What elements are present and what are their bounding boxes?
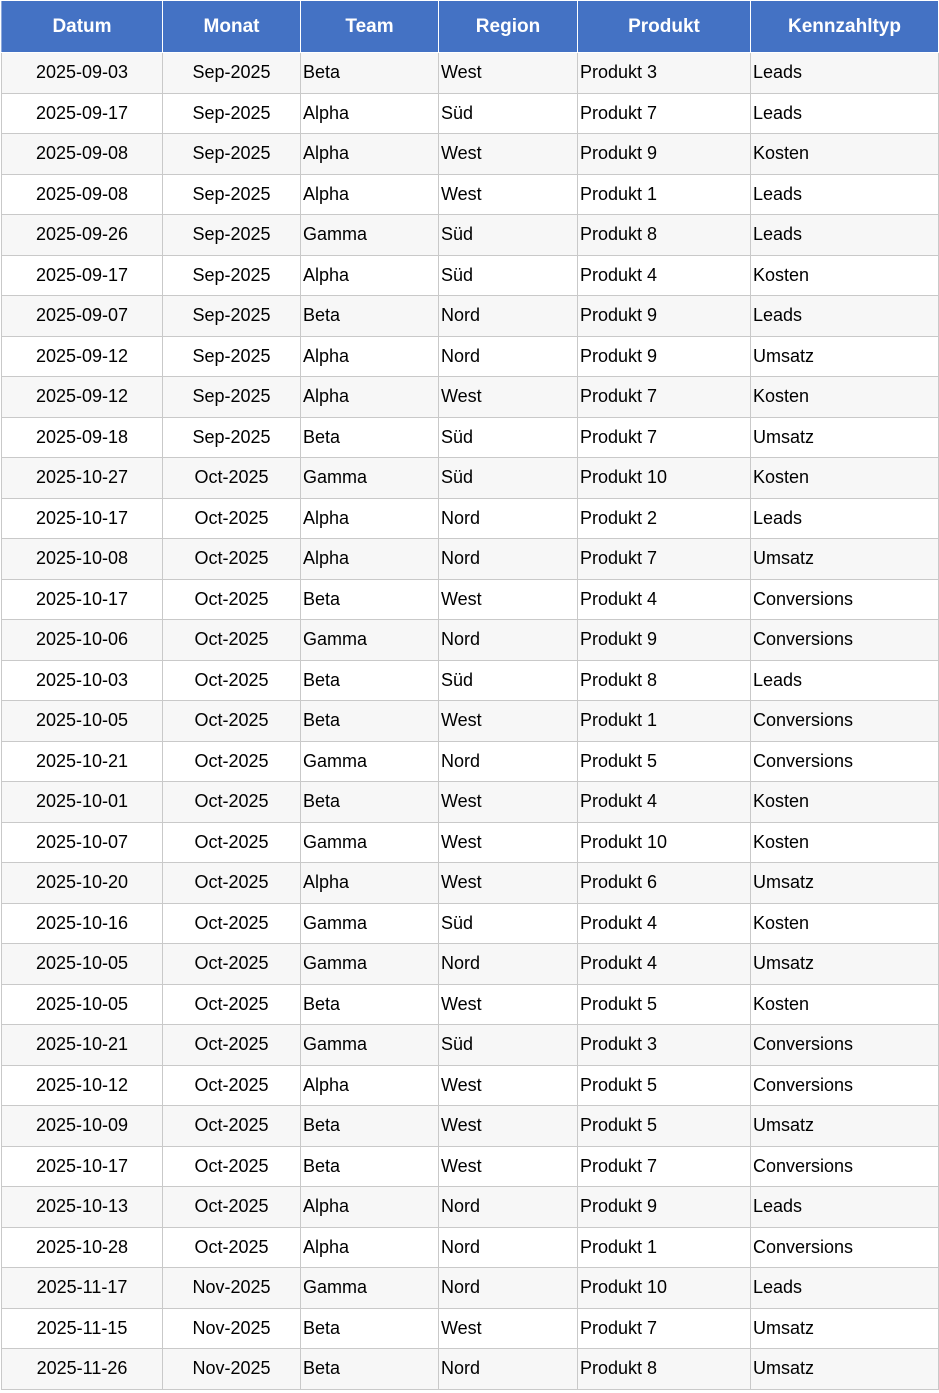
cell-datum[interactable]: 2025-09-08 bbox=[2, 134, 163, 175]
cell-team[interactable]: Beta bbox=[301, 417, 439, 458]
cell-kennzahltyp[interactable]: Conversions bbox=[751, 1227, 939, 1268]
table-row bbox=[2, 134, 939, 175]
cell-datum[interactable]: 2025-10-05 bbox=[2, 944, 163, 985]
cell-datum[interactable]: 2025-10-17 bbox=[2, 579, 163, 620]
cell-monat[interactable]: Sep-2025 bbox=[163, 255, 301, 296]
table-row bbox=[2, 498, 939, 539]
cell-region[interactable]: West bbox=[439, 174, 578, 215]
cell-produkt[interactable]: Produkt 1 bbox=[578, 174, 751, 215]
cell-team[interactable]: Alpha bbox=[301, 498, 439, 539]
table-row bbox=[2, 377, 939, 418]
cell-kennzahltyp[interactable]: Conversions bbox=[751, 701, 939, 742]
cell-region[interactable]: West bbox=[439, 579, 578, 620]
cell-kennzahltyp[interactable]: Kosten bbox=[751, 822, 939, 863]
cell-datum[interactable]: 2025-09-26 bbox=[2, 215, 163, 256]
cell-monat[interactable]: Sep-2025 bbox=[163, 93, 301, 134]
cell-produkt[interactable]: Produkt 4 bbox=[578, 782, 751, 823]
cell-kennzahltyp[interactable]: Conversions bbox=[751, 620, 939, 661]
cell-region[interactable]: West bbox=[439, 863, 578, 904]
header-team[interactable]: Team bbox=[301, 1, 439, 53]
cell-team[interactable]: Alpha bbox=[301, 1227, 439, 1268]
cell-datum[interactable]: 2025-10-08 bbox=[2, 539, 163, 580]
cell-produkt[interactable]: Produkt 6 bbox=[578, 863, 751, 904]
cell-monat[interactable]: Oct-2025 bbox=[163, 660, 301, 701]
cell-region[interactable]: Süd bbox=[439, 903, 578, 944]
cell-team[interactable]: Beta bbox=[301, 296, 439, 337]
cell-kennzahltyp[interactable]: Conversions bbox=[751, 741, 939, 782]
table-row bbox=[2, 539, 939, 580]
cell-team[interactable]: Alpha bbox=[301, 174, 439, 215]
table-row bbox=[2, 863, 939, 904]
cell-kennzahltyp[interactable]: Umsatz bbox=[751, 1349, 939, 1390]
cell-monat[interactable]: Oct-2025 bbox=[163, 822, 301, 863]
cell-kennzahltyp[interactable]: Leads bbox=[751, 53, 939, 94]
cell-monat[interactable]: Oct-2025 bbox=[163, 782, 301, 823]
table-row bbox=[2, 741, 939, 782]
header-produkt[interactable]: Produkt bbox=[578, 1, 751, 53]
cell-kennzahltyp[interactable]: Umsatz bbox=[751, 417, 939, 458]
header-row bbox=[2, 1, 939, 53]
cell-produkt[interactable]: Produkt 10 bbox=[578, 822, 751, 863]
cell-region[interactable]: Nord bbox=[439, 1268, 578, 1309]
cell-produkt[interactable]: Produkt 9 bbox=[578, 296, 751, 337]
table-row bbox=[2, 336, 939, 377]
table-row bbox=[2, 660, 939, 701]
cell-monat[interactable]: Oct-2025 bbox=[163, 579, 301, 620]
table-row bbox=[2, 296, 939, 337]
cell-datum[interactable]: 2025-10-03 bbox=[2, 660, 163, 701]
cell-datum[interactable]: 2025-09-17 bbox=[2, 93, 163, 134]
cell-kennzahltyp[interactable]: Leads bbox=[751, 93, 939, 134]
cell-datum[interactable]: 2025-10-06 bbox=[2, 620, 163, 661]
table-row bbox=[2, 701, 939, 742]
cell-datum[interactable]: 2025-10-09 bbox=[2, 1106, 163, 1147]
table-header bbox=[2, 1, 939, 53]
cell-kennzahltyp[interactable]: Umsatz bbox=[751, 539, 939, 580]
cell-team[interactable]: Gamma bbox=[301, 1268, 439, 1309]
cell-team[interactable]: Alpha bbox=[301, 377, 439, 418]
cell-region[interactable]: West bbox=[439, 822, 578, 863]
cell-region[interactable]: Süd bbox=[439, 1025, 578, 1066]
cell-kennzahltyp[interactable]: Leads bbox=[751, 215, 939, 256]
table-row bbox=[2, 620, 939, 661]
cell-region[interactable]: West bbox=[439, 134, 578, 175]
cell-datum[interactable]: 2025-11-17 bbox=[2, 1268, 163, 1309]
cell-monat[interactable]: Sep-2025 bbox=[163, 417, 301, 458]
cell-datum[interactable]: 2025-09-03 bbox=[2, 53, 163, 94]
cell-team[interactable]: Beta bbox=[301, 1308, 439, 1349]
table-row bbox=[2, 458, 939, 499]
table-row bbox=[2, 1187, 939, 1228]
cell-monat[interactable]: Sep-2025 bbox=[163, 215, 301, 256]
cell-team[interactable]: Beta bbox=[301, 579, 439, 620]
header-monat[interactable]: Monat bbox=[163, 1, 301, 53]
cell-monat[interactable]: Sep-2025 bbox=[163, 336, 301, 377]
cell-datum[interactable]: 2025-09-07 bbox=[2, 296, 163, 337]
cell-produkt[interactable]: Produkt 1 bbox=[578, 1227, 751, 1268]
cell-datum[interactable]: 2025-09-18 bbox=[2, 417, 163, 458]
cell-kennzahltyp[interactable]: Leads bbox=[751, 174, 939, 215]
cell-team[interactable]: Gamma bbox=[301, 1025, 439, 1066]
cell-team[interactable]: Alpha bbox=[301, 336, 439, 377]
table-row bbox=[2, 1025, 939, 1066]
table-row bbox=[2, 1268, 939, 1309]
data-table bbox=[1, 0, 939, 1390]
table-row bbox=[2, 1106, 939, 1147]
cell-region[interactable]: Nord bbox=[439, 620, 578, 661]
cell-team[interactable]: Beta bbox=[301, 53, 439, 94]
cell-produkt[interactable]: Produkt 7 bbox=[578, 377, 751, 418]
cell-kennzahltyp[interactable]: Umsatz bbox=[751, 944, 939, 985]
cell-region[interactable]: West bbox=[439, 1065, 578, 1106]
cell-team[interactable]: Gamma bbox=[301, 741, 439, 782]
cell-monat[interactable]: Oct-2025 bbox=[163, 701, 301, 742]
cell-produkt[interactable]: Produkt 10 bbox=[578, 1268, 751, 1309]
table-row bbox=[2, 984, 939, 1025]
cell-datum[interactable]: 2025-10-16 bbox=[2, 903, 163, 944]
cell-monat[interactable]: Oct-2025 bbox=[163, 1106, 301, 1147]
cell-kennzahltyp[interactable]: Umsatz bbox=[751, 1106, 939, 1147]
cell-datum[interactable]: 2025-10-27 bbox=[2, 458, 163, 499]
table-row bbox=[2, 782, 939, 823]
cell-produkt[interactable]: Produkt 4 bbox=[578, 903, 751, 944]
cell-produkt[interactable]: Produkt 1 bbox=[578, 701, 751, 742]
cell-monat[interactable]: Sep-2025 bbox=[163, 134, 301, 175]
cell-datum[interactable]: 2025-10-05 bbox=[2, 701, 163, 742]
cell-monat[interactable]: Sep-2025 bbox=[163, 377, 301, 418]
cell-team[interactable]: Beta bbox=[301, 984, 439, 1025]
cell-datum[interactable]: 2025-10-17 bbox=[2, 1146, 163, 1187]
cell-region[interactable]: Nord bbox=[439, 539, 578, 580]
cell-team[interactable]: Alpha bbox=[301, 863, 439, 904]
cell-region[interactable]: Süd bbox=[439, 417, 578, 458]
cell-team[interactable]: Alpha bbox=[301, 134, 439, 175]
cell-region[interactable]: West bbox=[439, 53, 578, 94]
cell-produkt[interactable]: Produkt 9 bbox=[578, 620, 751, 661]
header-kennzahltyp[interactable]: Kennzahltyp bbox=[751, 1, 939, 53]
cell-team[interactable]: Beta bbox=[301, 1146, 439, 1187]
cell-region[interactable]: Nord bbox=[439, 944, 578, 985]
cell-monat[interactable]: Oct-2025 bbox=[163, 1187, 301, 1228]
cell-kennzahltyp[interactable]: Kosten bbox=[751, 903, 939, 944]
cell-kennzahltyp[interactable]: Kosten bbox=[751, 782, 939, 823]
cell-region[interactable]: West bbox=[439, 1308, 578, 1349]
cell-team[interactable]: Alpha bbox=[301, 1187, 439, 1228]
table-body bbox=[2, 53, 939, 1390]
cell-team[interactable]: Alpha bbox=[301, 255, 439, 296]
cell-kennzahltyp[interactable]: Leads bbox=[751, 660, 939, 701]
cell-kennzahltyp[interactable]: Conversions bbox=[751, 1146, 939, 1187]
cell-monat[interactable]: Oct-2025 bbox=[163, 539, 301, 580]
cell-region[interactable]: West bbox=[439, 377, 578, 418]
cell-team[interactable]: Beta bbox=[301, 660, 439, 701]
table-row bbox=[2, 903, 939, 944]
cell-datum[interactable]: 2025-10-17 bbox=[2, 498, 163, 539]
cell-monat[interactable]: Nov-2025 bbox=[163, 1308, 301, 1349]
cell-region[interactable]: Nord bbox=[439, 1227, 578, 1268]
cell-produkt[interactable]: Produkt 8 bbox=[578, 215, 751, 256]
cell-team[interactable]: Beta bbox=[301, 782, 439, 823]
cell-produkt[interactable]: Produkt 7 bbox=[578, 539, 751, 580]
cell-team[interactable]: Alpha bbox=[301, 539, 439, 580]
table-row bbox=[2, 822, 939, 863]
cell-datum[interactable]: 2025-10-01 bbox=[2, 782, 163, 823]
cell-team[interactable]: Gamma bbox=[301, 458, 439, 499]
cell-datum[interactable]: 2025-09-17 bbox=[2, 255, 163, 296]
cell-kennzahltyp[interactable]: Conversions bbox=[751, 579, 939, 620]
cell-region[interactable]: Süd bbox=[439, 660, 578, 701]
header-region[interactable]: Region bbox=[439, 1, 578, 53]
cell-kennzahltyp[interactable]: Conversions bbox=[751, 1025, 939, 1066]
cell-region[interactable]: Nord bbox=[439, 741, 578, 782]
cell-produkt[interactable]: Produkt 3 bbox=[578, 1025, 751, 1066]
cell-monat[interactable]: Nov-2025 bbox=[163, 1349, 301, 1390]
cell-produkt[interactable]: Produkt 8 bbox=[578, 1349, 751, 1390]
cell-produkt[interactable]: Produkt 4 bbox=[578, 944, 751, 985]
cell-kennzahltyp[interactable]: Umsatz bbox=[751, 1308, 939, 1349]
table-row bbox=[2, 215, 939, 256]
cell-kennzahltyp[interactable]: Kosten bbox=[751, 984, 939, 1025]
cell-monat[interactable]: Oct-2025 bbox=[163, 863, 301, 904]
table-row bbox=[2, 579, 939, 620]
table-row bbox=[2, 53, 939, 94]
cell-monat[interactable]: Nov-2025 bbox=[163, 1268, 301, 1309]
cell-team[interactable]: Gamma bbox=[301, 215, 439, 256]
cell-kennzahltyp[interactable]: Umsatz bbox=[751, 863, 939, 904]
cell-produkt[interactable]: Produkt 7 bbox=[578, 1146, 751, 1187]
table-row bbox=[2, 1349, 939, 1390]
table-row bbox=[2, 174, 939, 215]
cell-region[interactable]: Süd bbox=[439, 93, 578, 134]
cell-monat[interactable]: Sep-2025 bbox=[163, 53, 301, 94]
cell-datum[interactable]: 2025-11-26 bbox=[2, 1349, 163, 1390]
table-row bbox=[2, 944, 939, 985]
cell-monat[interactable]: Oct-2025 bbox=[163, 498, 301, 539]
cell-kennzahltyp[interactable]: Umsatz bbox=[751, 336, 939, 377]
cell-monat[interactable]: Oct-2025 bbox=[163, 1025, 301, 1066]
cell-produkt[interactable]: Produkt 7 bbox=[578, 417, 751, 458]
cell-datum[interactable]: 2025-10-05 bbox=[2, 984, 163, 1025]
cell-region[interactable]: West bbox=[439, 782, 578, 823]
cell-datum[interactable]: 2025-09-12 bbox=[2, 336, 163, 377]
cell-datum[interactable]: 2025-10-13 bbox=[2, 1187, 163, 1228]
cell-team[interactable]: Gamma bbox=[301, 944, 439, 985]
cell-region[interactable]: Nord bbox=[439, 1349, 578, 1390]
header-datum[interactable]: Datum bbox=[2, 1, 163, 53]
cell-produkt[interactable]: Produkt 4 bbox=[578, 255, 751, 296]
cell-datum[interactable]: 2025-10-12 bbox=[2, 1065, 163, 1106]
cell-region[interactable]: West bbox=[439, 1106, 578, 1147]
cell-produkt[interactable]: Produkt 4 bbox=[578, 579, 751, 620]
cell-kennzahltyp[interactable]: Kosten bbox=[751, 377, 939, 418]
cell-region[interactable]: West bbox=[439, 1146, 578, 1187]
table-row bbox=[2, 1065, 939, 1106]
cell-datum[interactable]: 2025-09-12 bbox=[2, 377, 163, 418]
cell-team[interactable]: Beta bbox=[301, 1106, 439, 1147]
cell-produkt[interactable]: Produkt 7 bbox=[578, 93, 751, 134]
cell-monat[interactable]: Oct-2025 bbox=[163, 1227, 301, 1268]
cell-monat[interactable]: Oct-2025 bbox=[163, 1146, 301, 1187]
cell-team[interactable]: Gamma bbox=[301, 903, 439, 944]
cell-team[interactable]: Gamma bbox=[301, 822, 439, 863]
cell-team[interactable]: Alpha bbox=[301, 93, 439, 134]
table-row bbox=[2, 417, 939, 458]
cell-produkt[interactable]: Produkt 2 bbox=[578, 498, 751, 539]
cell-produkt[interactable]: Produkt 10 bbox=[578, 458, 751, 499]
cell-datum[interactable]: 2025-10-21 bbox=[2, 1025, 163, 1066]
cell-produkt[interactable]: Produkt 9 bbox=[578, 336, 751, 377]
cell-produkt[interactable]: Produkt 9 bbox=[578, 134, 751, 175]
cell-kennzahltyp[interactable]: Kosten bbox=[751, 255, 939, 296]
cell-datum[interactable]: 2025-10-28 bbox=[2, 1227, 163, 1268]
cell-produkt[interactable]: Produkt 8 bbox=[578, 660, 751, 701]
cell-produkt[interactable]: Produkt 5 bbox=[578, 1106, 751, 1147]
cell-produkt[interactable]: Produkt 5 bbox=[578, 741, 751, 782]
cell-monat[interactable]: Oct-2025 bbox=[163, 984, 301, 1025]
table-row bbox=[2, 1227, 939, 1268]
cell-region[interactable]: Nord bbox=[439, 296, 578, 337]
cell-team[interactable]: Alpha bbox=[301, 1065, 439, 1106]
cell-kennzahltyp[interactable]: Kosten bbox=[751, 134, 939, 175]
cell-region[interactable]: Süd bbox=[439, 215, 578, 256]
cell-kennzahltyp[interactable]: Leads bbox=[751, 1187, 939, 1228]
cell-region[interactable]: Süd bbox=[439, 255, 578, 296]
cell-produkt[interactable]: Produkt 9 bbox=[578, 1187, 751, 1228]
cell-kennzahltyp[interactable]: Leads bbox=[751, 498, 939, 539]
cell-monat[interactable]: Oct-2025 bbox=[163, 741, 301, 782]
cell-monat[interactable]: Sep-2025 bbox=[163, 174, 301, 215]
cell-kennzahltyp[interactable]: Leads bbox=[751, 1268, 939, 1309]
cell-datum[interactable]: 2025-10-07 bbox=[2, 822, 163, 863]
cell-monat[interactable]: Oct-2025 bbox=[163, 1065, 301, 1106]
cell-kennzahltyp[interactable]: Leads bbox=[751, 296, 939, 337]
table-row bbox=[2, 93, 939, 134]
cell-team[interactable]: Beta bbox=[301, 701, 439, 742]
cell-datum[interactable]: 2025-10-21 bbox=[2, 741, 163, 782]
cell-region[interactable]: Süd bbox=[439, 458, 578, 499]
cell-kennzahltyp[interactable]: Conversions bbox=[751, 1065, 939, 1106]
cell-monat[interactable]: Oct-2025 bbox=[163, 458, 301, 499]
table-row bbox=[2, 1308, 939, 1349]
table-row bbox=[2, 1146, 939, 1187]
cell-region[interactable]: Nord bbox=[439, 336, 578, 377]
cell-team[interactable]: Beta bbox=[301, 1349, 439, 1390]
cell-produkt[interactable]: Produkt 5 bbox=[578, 1065, 751, 1106]
cell-region[interactable]: Nord bbox=[439, 1187, 578, 1228]
cell-monat[interactable]: Oct-2025 bbox=[163, 903, 301, 944]
cell-produkt[interactable]: Produkt 5 bbox=[578, 984, 751, 1025]
cell-region[interactable]: West bbox=[439, 984, 578, 1025]
cell-datum[interactable]: 2025-09-08 bbox=[2, 174, 163, 215]
table-row bbox=[2, 255, 939, 296]
cell-produkt[interactable]: Produkt 7 bbox=[578, 1308, 751, 1349]
cell-region[interactable]: Nord bbox=[439, 498, 578, 539]
cell-produkt[interactable]: Produkt 3 bbox=[578, 53, 751, 94]
cell-monat[interactable]: Oct-2025 bbox=[163, 620, 301, 661]
cell-kennzahltyp[interactable]: Kosten bbox=[751, 458, 939, 499]
cell-region[interactable]: West bbox=[439, 701, 578, 742]
cell-team[interactable]: Gamma bbox=[301, 620, 439, 661]
cell-monat[interactable]: Sep-2025 bbox=[163, 296, 301, 337]
cell-datum[interactable]: 2025-11-15 bbox=[2, 1308, 163, 1349]
cell-monat[interactable]: Oct-2025 bbox=[163, 944, 301, 985]
cell-datum[interactable]: 2025-10-20 bbox=[2, 863, 163, 904]
